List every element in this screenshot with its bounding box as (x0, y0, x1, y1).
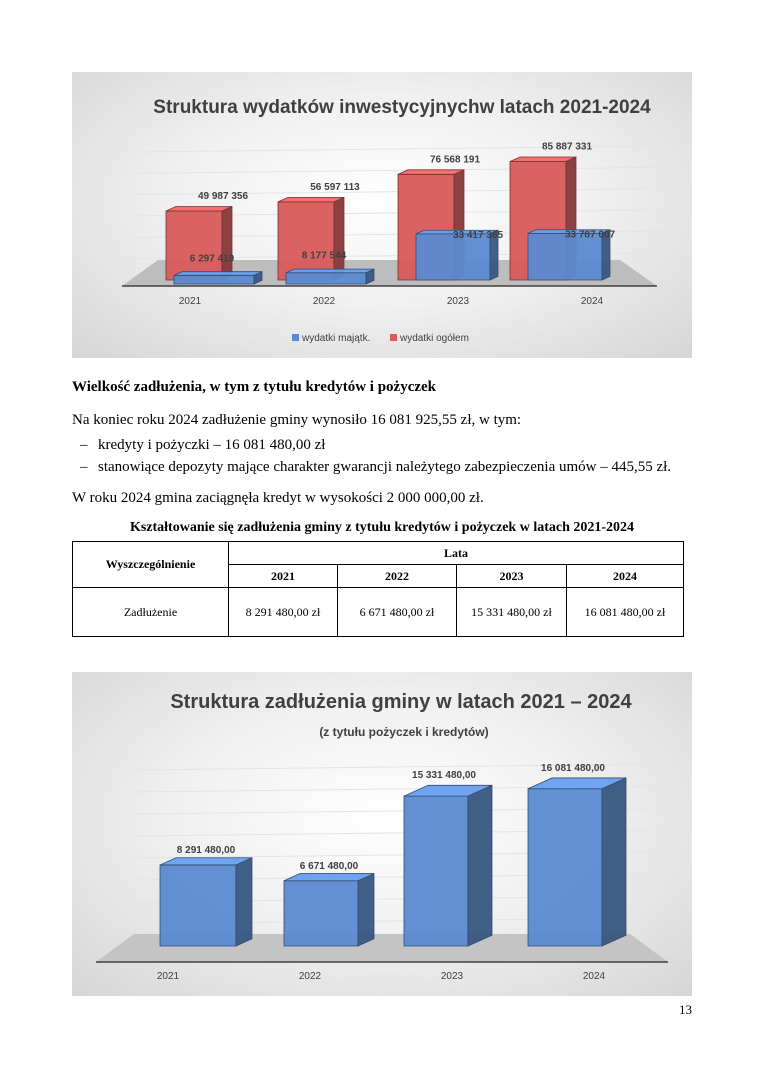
x-tick-label: 2021 (156, 971, 180, 982)
legend-swatch (390, 334, 397, 341)
x-tick-label: 2022 (312, 296, 336, 307)
debt-paragraph: Na koniec roku 2024 zadłużenie gminy wynosiło 16 081 925,55 zł, w tym: (72, 412, 522, 428)
table-header-years: Lata (229, 542, 684, 565)
table-header-year: 2024 (567, 565, 684, 588)
table-cell: 15 331 480,00 zł (457, 588, 567, 637)
data-label: 8 177 544 (301, 250, 347, 262)
investment-chart-svg (72, 72, 692, 358)
chart-subtitle: (z tytułu pożyczek i kredytów) (319, 725, 489, 739)
bar-zadluzenie (284, 874, 374, 946)
list-item: – kredyty i pożyczki – 16 081 480,00 zł (80, 437, 326, 453)
x-tick-label: 2022 (298, 971, 322, 982)
table-cell: 6 671 480,00 zł (338, 588, 457, 637)
gridline (132, 167, 662, 173)
debt-table (72, 541, 684, 637)
investment-chart (72, 72, 692, 358)
debt-list (80, 434, 671, 478)
bar-wydatki-ogolem (278, 197, 344, 280)
x-tick-label: 2023 (446, 296, 470, 307)
debt-chart-svg (72, 672, 692, 996)
x-tick-label: 2023 (440, 971, 464, 982)
legend-swatch (292, 334, 299, 341)
table-cell: 8 291 480,00 zł (229, 588, 338, 637)
list-item: – stanowiące depozyty mające charakter gwarancji należytego zabezpieczenia umów – 445,55 zł. (80, 459, 672, 475)
page-number: 13 (679, 1002, 692, 1017)
data-label: 56 597 113 (310, 181, 360, 193)
table-title: Kształtowanie się zadłużenia gminy z tytułu kredytów i pożyczek w latach 2021-2024 (129, 520, 635, 535)
data-label: 33 417 365 (452, 229, 504, 241)
bar-wydatki-ogolem (166, 207, 232, 280)
credit-paragraph: W roku 2024 gmina zaciągnęła kredyt w wysokości 2 000 000,00 zł. (72, 490, 484, 506)
bar-zadluzenie (160, 858, 252, 946)
data-label: 16 081 480,00 (541, 762, 605, 774)
bar-wydatki-majatk (174, 272, 262, 284)
data-label: 6 671 480,00 (299, 860, 359, 872)
table-header-year: 2022 (338, 565, 457, 588)
legend-label: wydatki majątk. (302, 333, 371, 344)
data-label: 8 291 480,00 (176, 844, 236, 856)
bar-zadluzenie (528, 778, 626, 946)
x-tick-label: 2024 (580, 296, 604, 307)
bar-zadluzenie (404, 785, 492, 946)
table-header-item: Wyszczególnienie (73, 542, 229, 588)
data-label: 33 787 007 (564, 229, 616, 241)
data-label: 6 297 410 (189, 253, 235, 265)
data-label: 85 887 331 (541, 141, 593, 153)
debt-chart (72, 672, 692, 996)
bar-wydatki-majatk (286, 269, 374, 284)
chart-title: Struktura wydatków inwestycyjnychw latach 2021-2024 (153, 97, 651, 118)
chart-title: Struktura zadłużenia gminy w latach 2021 – 2024 (170, 691, 632, 713)
data-label: 76 568 191 (429, 154, 481, 166)
section-heading: Wielkość zadłużenia, w tym z tytułu kredytów i pożyczek (72, 379, 437, 395)
table-row (73, 588, 684, 637)
table-cell: 16 081 480,00 zł (567, 588, 684, 637)
data-label: 49 987 356 (197, 191, 249, 203)
legend-label: wydatki ogółem (400, 333, 469, 344)
table-header-year: 2021 (229, 565, 338, 588)
x-tick-label: 2021 (178, 296, 202, 307)
x-tick-label: 2024 (582, 971, 606, 982)
data-label: 15 331 480,00 (412, 770, 476, 782)
table-cell-label: Zadłużenie (73, 588, 229, 637)
table-header-year: 2023 (457, 565, 567, 588)
